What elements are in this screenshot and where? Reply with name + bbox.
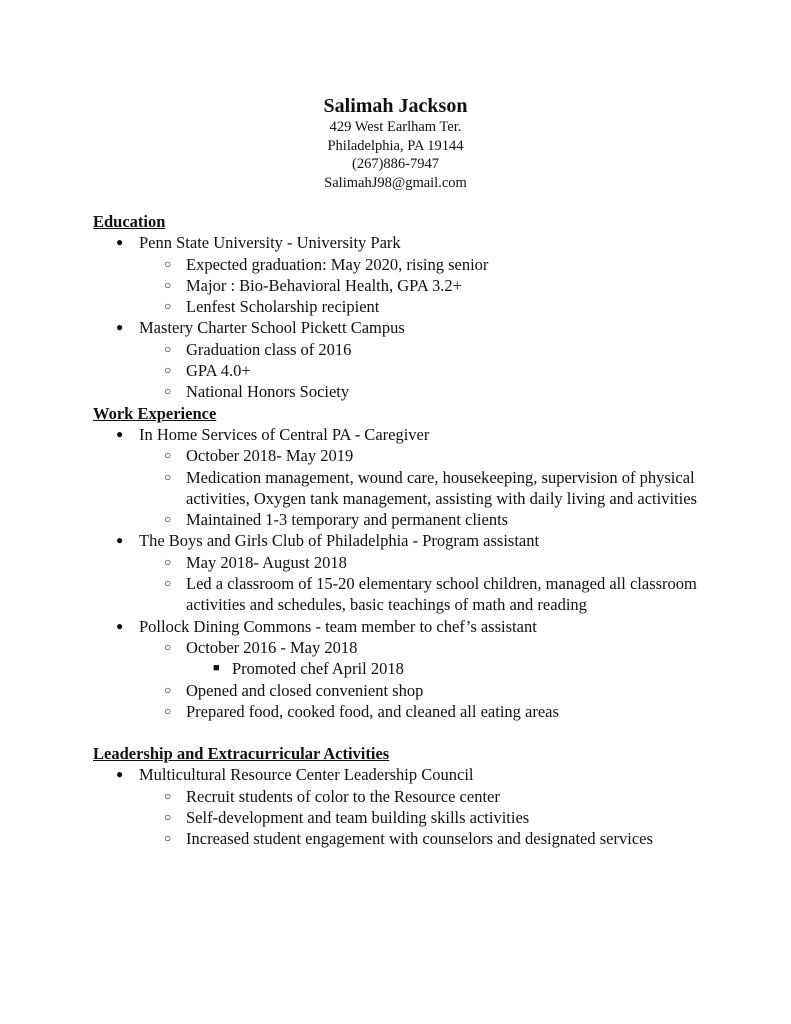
list-item: ● The Boys and Girls Club of Philadelphia - Program assistant [116, 531, 540, 551]
hollow-bullet-icon: ○ [164, 363, 172, 378]
filled-bullet-icon: ● [116, 767, 124, 782]
section-heading-leadership: Leadership and Extracurricular Activities [93, 744, 390, 764]
list-item: ● Mastery Charter School Pickett Campus [116, 318, 405, 338]
list-item: ○ GPA 4.0+ [164, 361, 251, 381]
phone-number: (267)886-7947 [352, 156, 439, 172]
hollow-bullet-icon: ○ [164, 554, 172, 569]
hollow-bullet-icon: ○ [164, 341, 172, 356]
hollow-bullet-icon: ○ [164, 810, 172, 825]
section-heading-education: Education [93, 212, 166, 231]
square-bullet-icon: ■ [213, 662, 220, 675]
hollow-bullet-icon: ○ [164, 256, 172, 271]
list-item: ○ Recruit students of color to the Resource center [164, 786, 500, 806]
hollow-bullet-icon: ○ [164, 703, 172, 718]
hollow-bullet-icon: ○ [164, 639, 172, 654]
resume-body [93, 211, 733, 850]
filled-bullet-icon: ● [116, 426, 124, 441]
list-item: ○ October 2016 - May 2018 [164, 637, 358, 657]
list-item: ● Penn State University - University Park [116, 233, 401, 253]
list-item: ○ Led a classroom of 15-20 elementary school children, managed all classroom activities and schedules, basic teachings of math and reading [164, 574, 697, 615]
list-item: ○ Prepared food, cooked food, and cleaned all eating areas [164, 701, 559, 721]
section-spacer [93, 722, 733, 743]
list-item: ● Multicultural Resource Center Leadership Council [116, 765, 474, 785]
hollow-bullet-icon: ○ [164, 384, 172, 399]
address-line: 429 West Earlham Ter. [329, 119, 462, 135]
list-item: ○ Major : Bio-Behavioral Health, GPA 3.2+ [164, 275, 462, 295]
hollow-bullet-icon: ○ [164, 469, 172, 484]
list-item: ○ May 2018- August 2018 [164, 552, 347, 572]
applicant-name: Salimah Jackson [323, 95, 468, 117]
list-item: ○ National Honors Society [164, 382, 350, 402]
filled-bullet-icon: ● [116, 618, 124, 633]
list-item: ○ October 2018- May 2019 [164, 446, 354, 466]
section-heading-work-experience: Work Experience [93, 403, 217, 423]
hollow-bullet-icon: ○ [164, 299, 172, 314]
city-line: Philadelphia, PA 19144 [327, 137, 464, 154]
list-item: ○ Expected graduation: May 2020, rising senior [164, 254, 489, 274]
filled-bullet-icon: ● [116, 235, 124, 250]
hollow-bullet-icon: ○ [164, 512, 172, 527]
contact-header [0, 94, 791, 192]
hollow-bullet-icon: ○ [164, 448, 172, 463]
hollow-bullet-icon: ○ [164, 277, 172, 292]
list-item: ○ Lenfest Scholarship recipient [164, 297, 380, 317]
filled-bullet-icon: ● [116, 320, 124, 335]
list-item: ○ Maintained 1-3 temporary and permanent clients [164, 510, 509, 530]
list-item: ○ Self-development and team building skills activities [164, 808, 530, 828]
hollow-bullet-icon: ○ [164, 682, 172, 697]
hollow-bullet-icon: ○ [164, 576, 172, 591]
list-item: ○ Opened and closed convenient shop [164, 680, 424, 700]
list-item: ● In Home Services of Central PA - Caregiver [116, 424, 430, 444]
filled-bullet-icon: ● [116, 533, 124, 548]
hollow-bullet-icon: ○ [164, 831, 172, 846]
list-item: ● Pollock Dining Commons - team member to chef’s assistant [116, 616, 537, 636]
hollow-bullet-icon: ○ [164, 788, 172, 803]
list-item: ○ Increased student engagement with counselors and designated services [164, 829, 653, 849]
list-item: ■ Promoted chef April 2018 [213, 659, 404, 679]
list-item: ○ Graduation class of 2016 [164, 339, 352, 359]
list-item: ○ Medication management, wound care, housekeeping, supervision of physical activities, Oxygen tank management, assisting with daily living and activities [164, 467, 697, 508]
email-address: SalimahJ98@gmail.com [324, 174, 467, 191]
